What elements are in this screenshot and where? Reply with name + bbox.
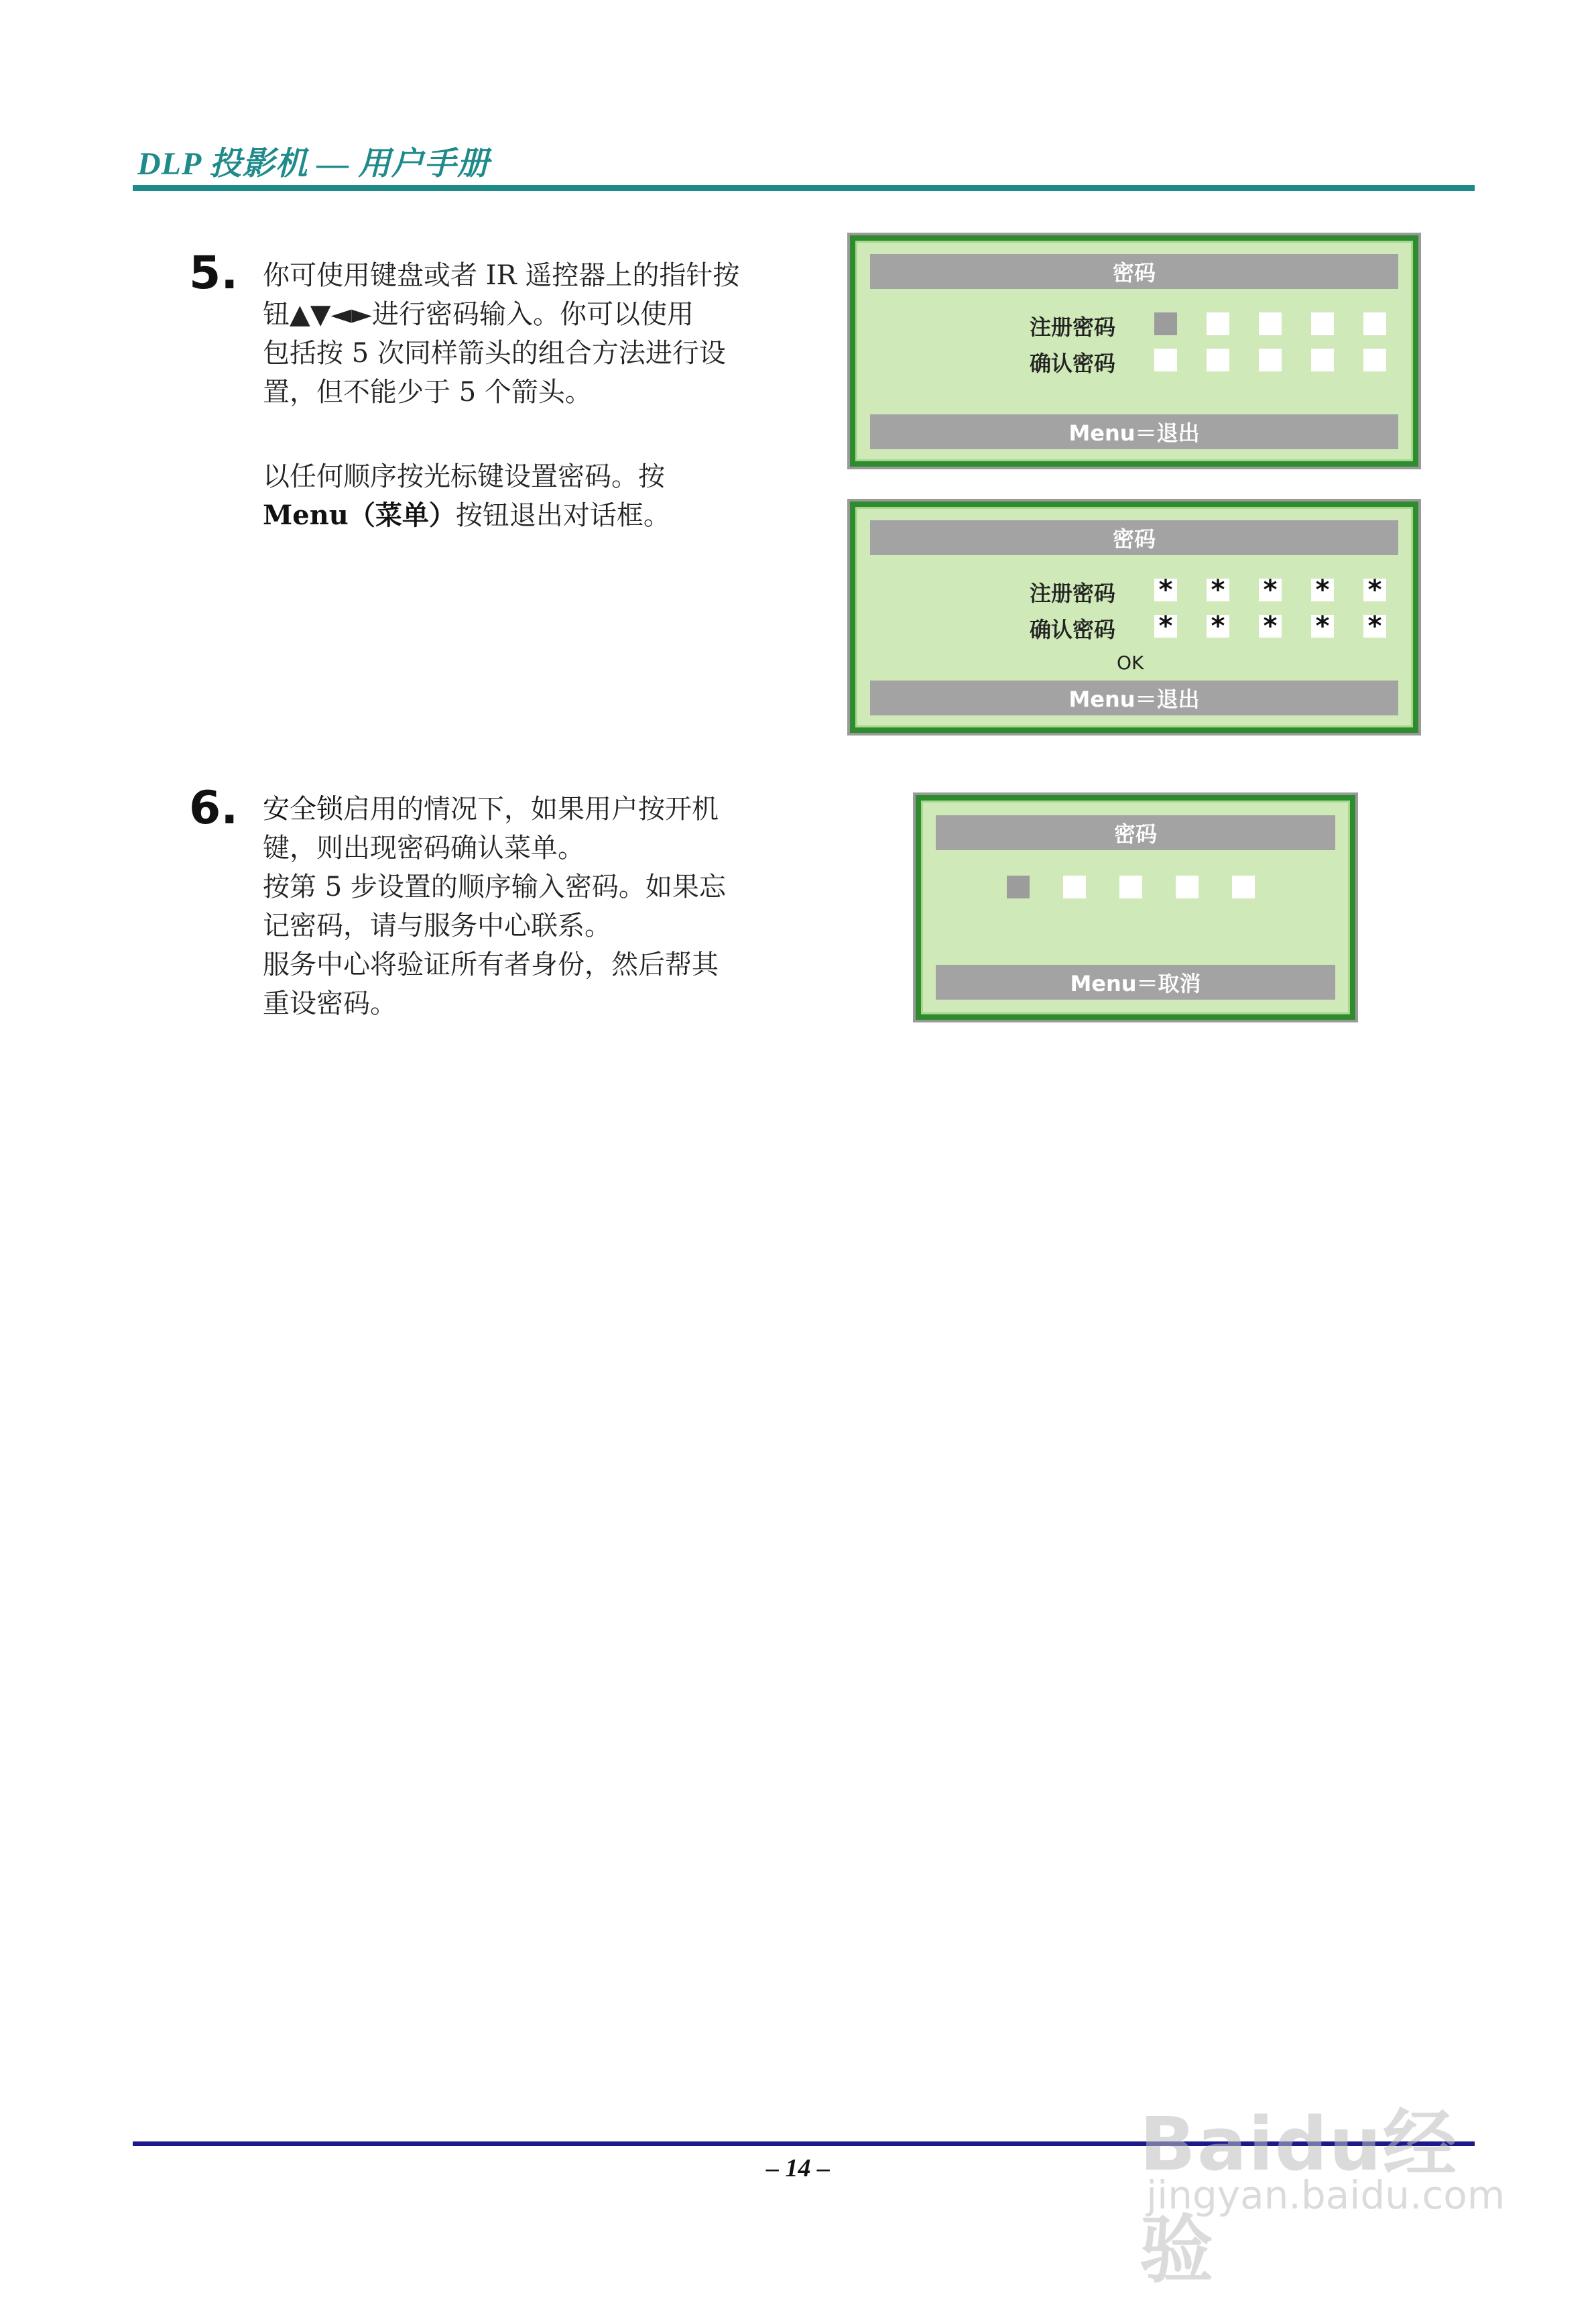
menu-keyword: Menu（菜单）	[263, 499, 456, 531]
register-cell-5[interactable]: *	[1363, 579, 1386, 601]
step-5-line-1: 你可使用键盘或者 IR 遥控器上的指针按	[263, 260, 740, 291]
confirm-cell-2[interactable]	[1207, 349, 1229, 371]
step-6-number: 6.	[189, 782, 239, 835]
register-password-label: 注册密码	[1030, 314, 1116, 340]
dialog-footer[interactable]: Menu＝退出	[870, 414, 1398, 449]
step-6-line-2: 键，则出现密码确认菜单。	[263, 833, 585, 864]
watermark-logo: Baidu经验	[1140, 2101, 1458, 2293]
password-dialog-filled	[847, 499, 1421, 735]
dialog-title: 密码	[870, 520, 1398, 555]
step-5-line-5: 以任何顺序按光标键设置密码。按	[263, 461, 665, 492]
password-dialog-verify	[913, 792, 1358, 1022]
watermark-url: jingyan.baidu.com	[1146, 2172, 1506, 2218]
confirm-cell-2[interactable]: *	[1207, 615, 1229, 638]
step-5-line-6	[263, 496, 782, 535]
register-cell-3[interactable]: *	[1259, 579, 1282, 601]
verify-cell-2[interactable]	[1063, 876, 1086, 898]
register-cell-5[interactable]	[1363, 312, 1386, 335]
dialog-footer[interactable]: Menu＝退出	[870, 681, 1398, 715]
step-6-line-1	[263, 790, 782, 829]
confirm-cell-3[interactable]: *	[1259, 615, 1282, 638]
register-cell-1[interactable]: *	[1154, 579, 1177, 601]
confirm-password-label: 确认密码	[1030, 351, 1116, 376]
header-rule	[133, 185, 1475, 191]
confirm-cell-5[interactable]	[1363, 349, 1386, 371]
step-5-line-3: 包括按 5 次同样箭头的组合方法进行设	[263, 338, 726, 369]
security-lock-keyword: 安全锁	[263, 794, 343, 825]
verify-cell-1[interactable]	[1007, 876, 1030, 898]
step-6-line-3: 按第 5 步设置的顺序输入密码。如果忘	[263, 872, 726, 902]
register-cell-4[interactable]: *	[1311, 579, 1334, 601]
dialog-footer[interactable]: Menu＝取消	[936, 965, 1335, 1000]
step-5-text	[263, 256, 782, 535]
password-dialog-entry	[847, 233, 1421, 469]
baidu-watermark	[1140, 2018, 1515, 2293]
confirm-password-label: 确认密码	[1030, 617, 1116, 642]
step-6-text	[263, 790, 782, 1023]
register-cell-4[interactable]	[1311, 312, 1334, 335]
step-5-line-2: 钮▲▼◄►进行密码输入。你可以使用	[263, 299, 694, 330]
step-6-line-1-rest: 启用的情况下，如果用户按开机	[343, 794, 719, 825]
step-5-line-6-rest: 按钮退出对话框。	[455, 500, 670, 531]
register-cell-1[interactable]	[1154, 312, 1177, 335]
dialog-title: 密码	[936, 815, 1335, 850]
confirm-cell-5[interactable]: *	[1363, 615, 1386, 638]
step-5-number: 5.	[189, 247, 239, 300]
confirm-cell-1[interactable]: *	[1154, 615, 1177, 638]
step-6-line-4: 记密码，请与服务中心联系。	[263, 910, 611, 941]
verify-cell-4[interactable]	[1176, 876, 1199, 898]
dialog-title: 密码	[870, 254, 1398, 289]
register-cell-2[interactable]: *	[1207, 579, 1229, 601]
step-6-line-5: 服务中心将验证所有者身份，然后帮其	[263, 949, 719, 980]
confirm-cell-3[interactable]	[1259, 349, 1282, 371]
register-cell-2[interactable]	[1207, 312, 1229, 335]
verify-cell-5[interactable]	[1232, 876, 1255, 898]
verify-cell-3[interactable]	[1119, 876, 1142, 898]
confirm-cell-4[interactable]: *	[1311, 615, 1334, 638]
step-6-line-6: 重设密码。	[263, 988, 397, 1019]
register-cell-3[interactable]	[1259, 312, 1282, 335]
header-title: DLP 投影机 — 用户手册	[137, 146, 490, 182]
confirm-cell-4[interactable]	[1311, 349, 1334, 371]
page-number: – 14 –	[766, 2154, 830, 2182]
register-password-label: 注册密码	[1030, 581, 1116, 606]
ok-label[interactable]: OK	[1117, 652, 1144, 674]
step-5-line-4: 置，但不能少于 5 个箭头。	[263, 377, 592, 408]
confirm-cell-1[interactable]	[1154, 349, 1177, 371]
